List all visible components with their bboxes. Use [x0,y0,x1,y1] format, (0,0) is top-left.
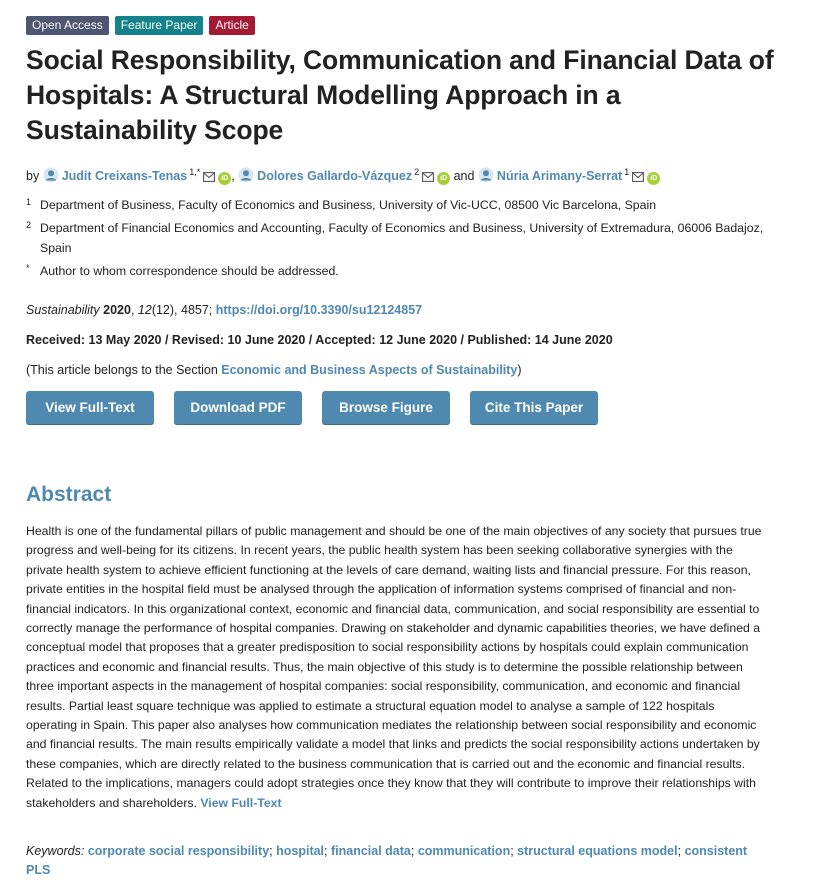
email-icon[interactable] [422,172,434,182]
feature-paper-badge[interactable]: Feature Paper [115,16,204,35]
view-full-text-button[interactable]: View Full-Text [26,391,154,424]
affiliation-item [26,261,786,281]
email-icon[interactable] [632,172,644,182]
abstract-heading: Abstract [26,483,112,506]
open-access-badge[interactable]: Open Access [26,16,109,35]
publication-dates: Received: 13 May 2020 / Revised: 10 June 2020 / Accepted: 12 June 2020 / Published: 14 June 2020 [26,333,613,347]
doi-link[interactable]: https://doi.org/10.3390/su12124857 [215,303,423,317]
author-name-link[interactable]: Dolores Gallardo-Vázquez [257,169,413,183]
author-2 [238,169,453,183]
author-name-link[interactable]: Núria Arimany-Serrat [496,169,623,183]
keyword-link[interactable]: communication [417,844,511,858]
journal-name: Sustainability [26,303,100,317]
citation-line: Sustainability 2020, 12(12), 4857; https://doi.org/10.3390/su12124857 [26,303,423,317]
author-name-link[interactable]: Judit Creixans-Tenas [61,169,188,183]
author-3 [478,169,660,183]
author-affil-sup: 1 [624,167,630,177]
abstract-text: Health is one of the fundamental pillars of public management and should be one of the main objectives of any society that pursues true progress and well-being for its citizens. In recent years, the public health system has been seeking collaborative synergies with the private health system to achieve efficient functioning at the levels of care demand, waiting lists and financial pressure. For this reason, private entities in the hospital field must be analysed through the application of information systems comprised of financial and non-financial indicators. In this organizational context, economic and financial data, communication, and social responsibility are essential to correctly manage the performance of hospital companies. Drawing on stakeholder and dynamic capabilities theories, we have defined a conceptual model that proposes that a greater predisposition to social responsibility actions by hospitals could explain communication practices and economic and financial results. Thus, the main objective of this study is to determine the possible relationship between three important aspects in the management of hospital companies: social responsibility, communication, and economic and financial results. Partial least square technique was applied to estimate a structural equation model to analyse a sample of 122 hospitals operating in Spain. This paper also analyses how communication mediates the relationship between social responsibility and economic and financial results. The main results empirically validate a model that links and predicts the social responsibility actions undertaken by these companies, which are directly related to the business communication that is carried out and the economic and financial results. Related to the implications, managers could adopt strategies once they know that they will contribute to improve their relationships with stakeholders and shareholders. [26,524,762,810]
section-link[interactable]: Economic and Business Aspects of Sustainability [221,363,518,377]
orcid-icon[interactable]: iD [437,172,450,185]
keyword-link[interactable]: structural equations model [517,844,678,858]
affiliation-item [26,218,786,258]
author-profile-icon[interactable] [43,167,59,183]
author-affil-sup: 2 [414,167,420,177]
citation-volume: 12 [137,303,152,317]
action-buttons [26,391,598,424]
browse-figure-button[interactable]: Browse Figure [322,391,450,424]
section-note-suffix: ) [517,363,522,377]
keywords-label: Keywords: [26,844,85,858]
affiliation-text: Department of Business, Faculty of Economics and Business, University of Vic-UCC, 08500 Vic Barcelona, Spain [40,198,657,212]
affiliation-item [26,195,786,215]
affiliations [26,195,786,284]
section-note [26,360,522,380]
keyword-link[interactable]: financial data [330,844,411,858]
section-note-prefix: (This article belongs to the Section [26,363,222,377]
article-type-badge: Article [209,16,254,35]
author-affil-sup: 1,* [189,167,201,177]
citation-year: 2020 [103,303,131,317]
citation-issue-pages: (12), 4857; [151,303,216,317]
keywords: Keywords: corporate social responsibility; hospital; financial data; communication; structural equations model; consistent PLS [26,844,748,877]
abstract-view-full-text-link[interactable]: View Full-Text [200,795,282,810]
orcid-icon[interactable]: iD [218,172,231,185]
affiliation-number: * [26,263,30,273]
abstract-body [26,522,766,813]
affiliation-number: 2 [26,220,32,230]
author-profile-icon[interactable] [478,167,494,183]
keyword-link[interactable]: corporate social responsibility [87,844,270,858]
download-pdf-button[interactable]: Download PDF [174,391,302,424]
orcid-icon[interactable]: iD [647,172,660,185]
article-title: Social Responsibility, Communication and Financial Data of Hospitals: A Structural Modelling Approach in a Sustainability Scope [26,45,774,145]
author-1: Judit Creixans-Tenas $^{1,*}$iD , [43,169,238,183]
by-label: by [26,169,40,183]
badges [26,16,255,35]
affiliation-text: Department of Financial Economics and Accounting, Faculty of Economics and Business, University of Extremadura, 06006 Badajoz, Spain [40,221,764,255]
author-list [26,161,806,187]
keyword-link[interactable]: consistent PLS [26,844,748,877]
author-profile-icon[interactable] [238,167,254,183]
email-icon[interactable] [203,172,215,182]
cite-this-paper-button[interactable]: Cite This Paper [470,391,598,424]
keyword-link[interactable]: hospital [276,844,325,858]
affiliation-text: Author to whom correspondence should be addressed. [40,264,339,278]
and-label: and [453,169,475,183]
affiliation-number: 1 [26,197,32,207]
